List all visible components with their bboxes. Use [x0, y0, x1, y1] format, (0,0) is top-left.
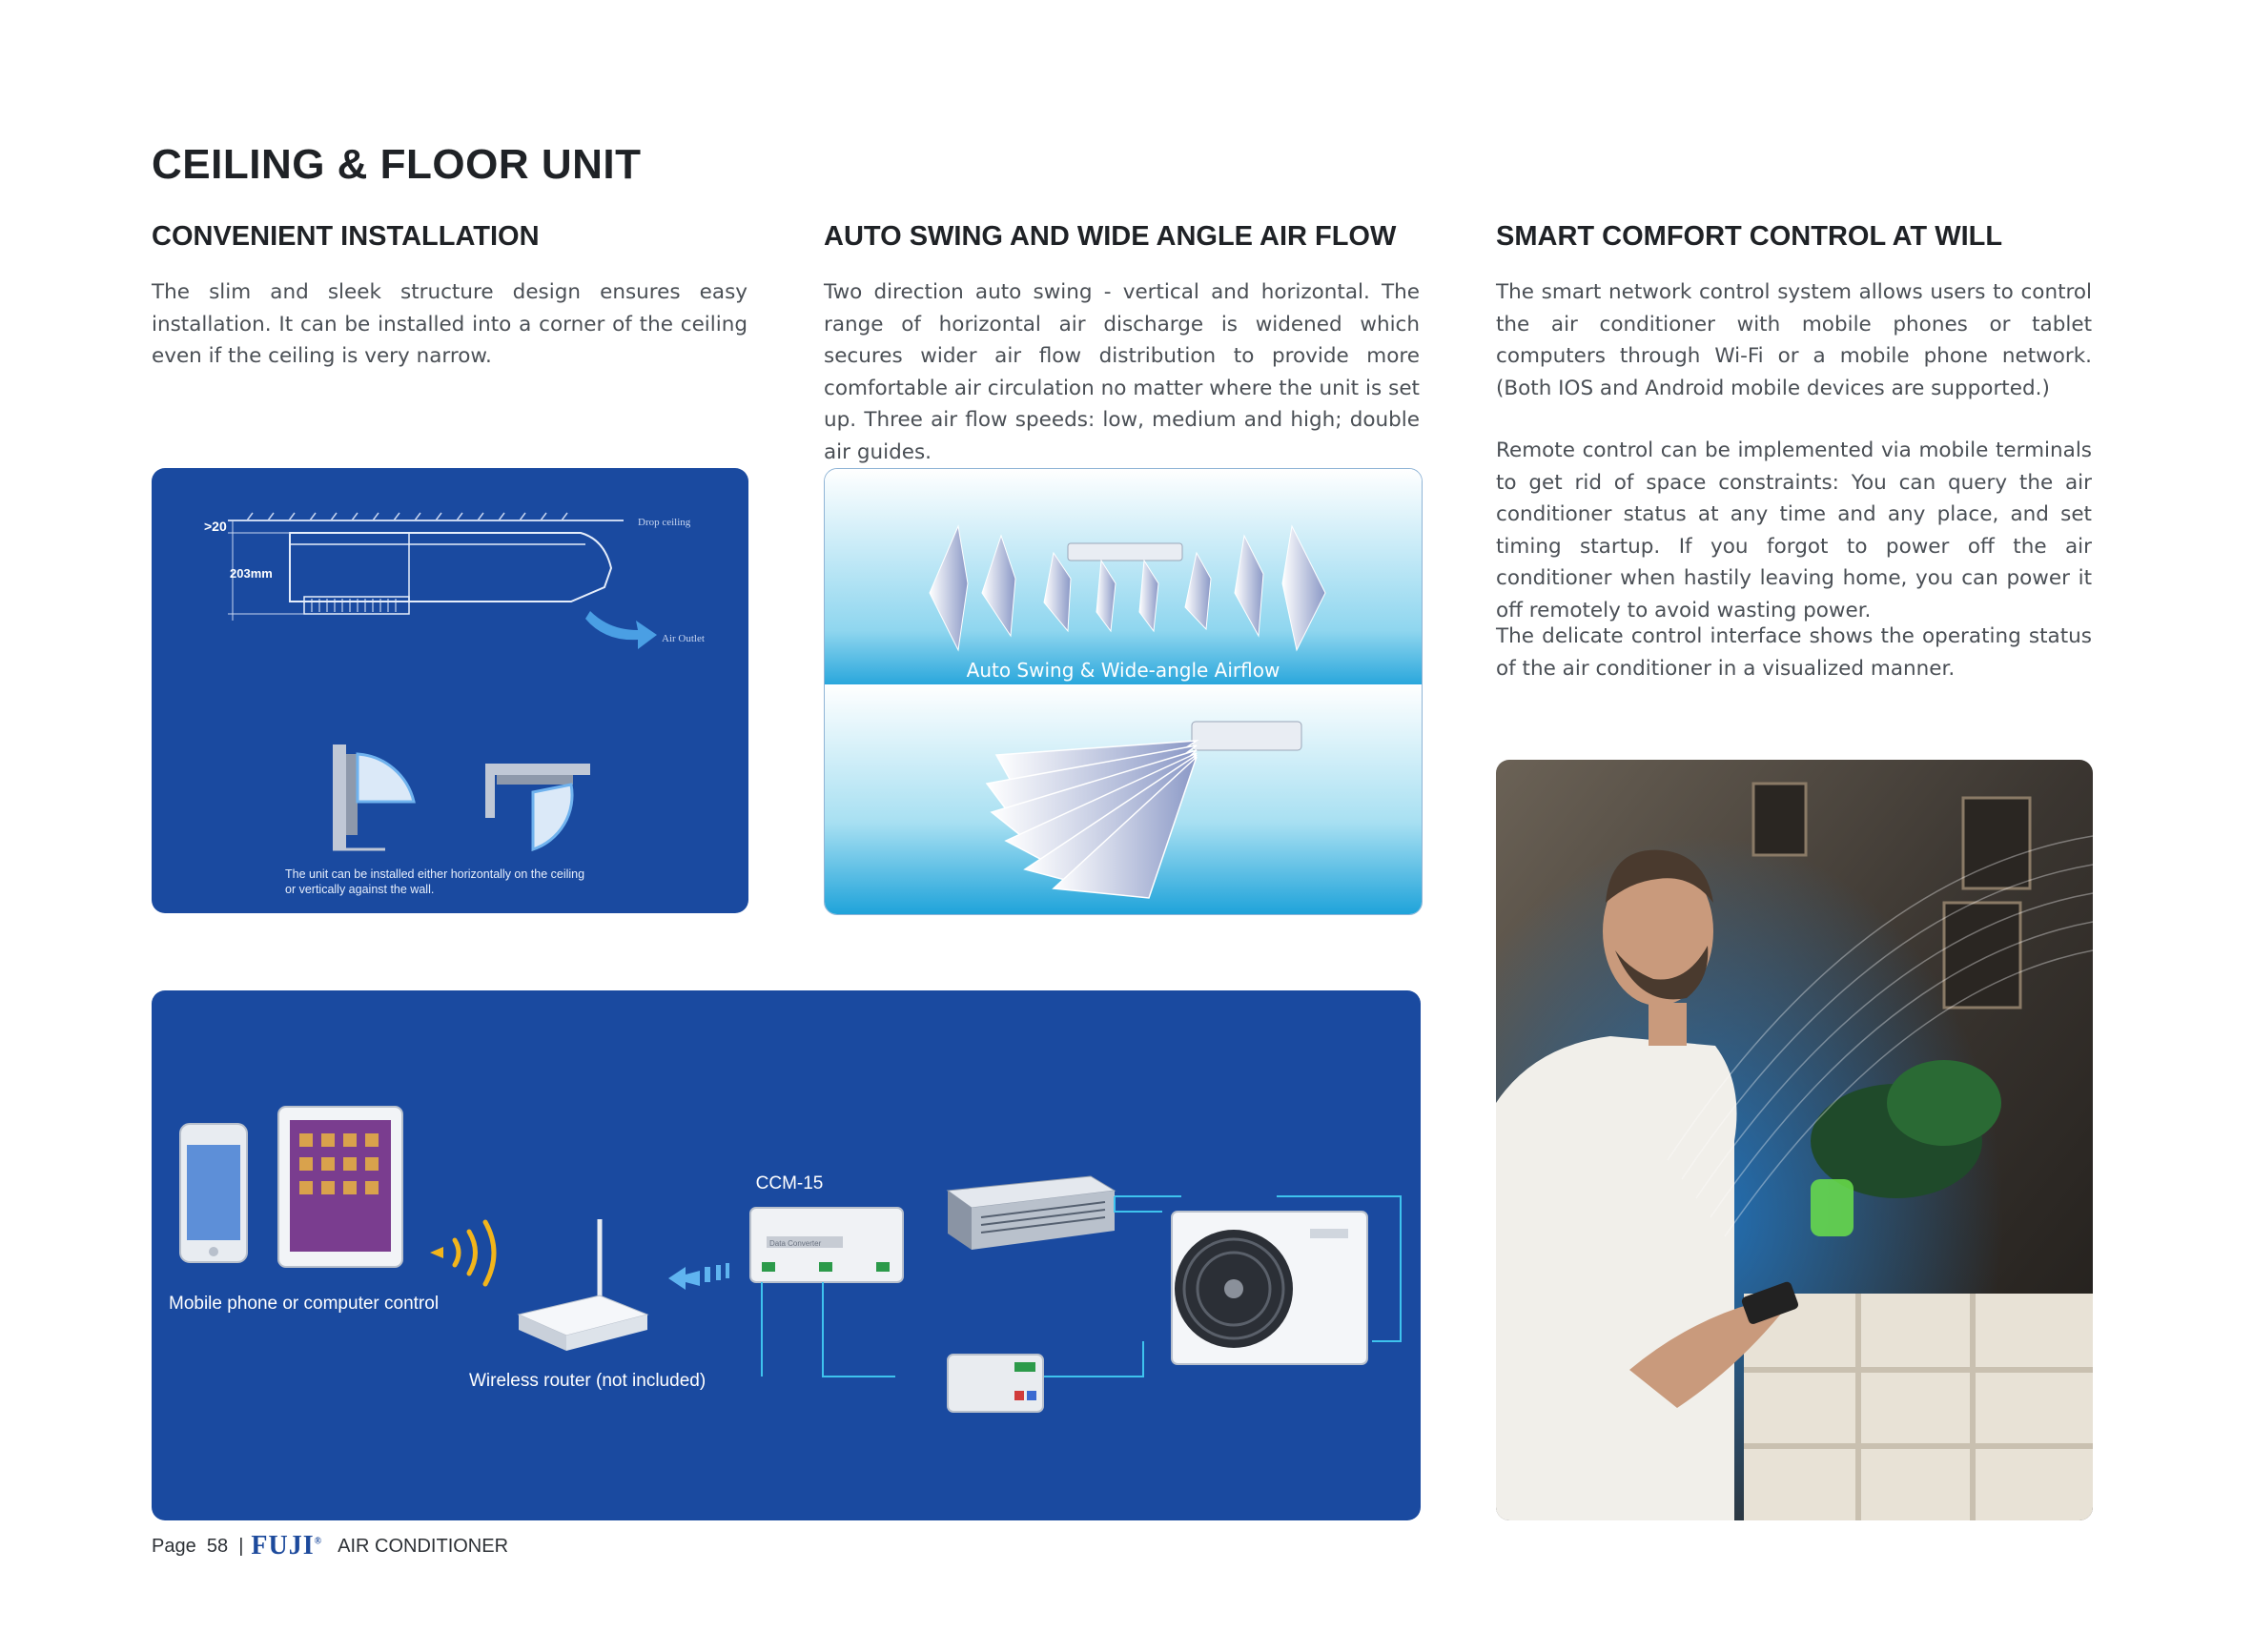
airflow-image — [824, 468, 1423, 915]
data-arrow-icon — [668, 1263, 729, 1290]
network-diagram — [152, 990, 1421, 1520]
control-module-icon — [948, 1355, 1043, 1412]
height-label: 203mm — [230, 566, 273, 581]
heading-convenient-installation: CONVENIENT INSTALLATION — [152, 221, 540, 252]
wifi-signal-icon — [430, 1222, 494, 1284]
mobile-control-label: Mobile phone or computer control — [169, 1294, 440, 1314]
fuji-logo: FUJI® — [251, 1531, 323, 1560]
airflow-caption: Auto Swing & Wide-angle Airflow — [966, 659, 1280, 682]
converter-label: CCM-15 — [755, 1173, 824, 1193]
page-prefix: Page — [152, 1535, 196, 1557]
smart-control-text-3: The delicate control interface shows the operating status of the air conditioner in a visualized manner. — [1496, 624, 2092, 681]
heading-smart-control: SMART COMFORT CONTROL AT WILL — [1496, 221, 2003, 252]
footer-category: AIR CONDITIONER — [338, 1535, 509, 1557]
page-title: CEILING & FLOOR UNIT — [152, 141, 642, 188]
page-number: 58 — [206, 1535, 229, 1557]
mobile-phone-icon — [180, 1124, 247, 1262]
installation-diagram — [152, 468, 748, 913]
tablet-icon — [278, 1107, 402, 1267]
install-caption-line2: or vertically against the wall. — [285, 883, 435, 896]
man-with-phone-photo — [1496, 760, 2093, 1520]
page-footer — [152, 1531, 508, 1561]
wireless-router-icon — [519, 1219, 647, 1351]
router-label: Wireless router (not included) — [469, 1371, 707, 1391]
data-converter-icon — [750, 1208, 903, 1282]
svg-text:Data Converter: Data Converter — [769, 1239, 822, 1248]
outdoor-unit-icon — [1172, 1212, 1367, 1364]
smart-control-text-2: Remote control can be implemented via mobile terminals to get rid of space constraints: You can query the air conditioner status at any time and any place, and set timing startup. If you forgot to power off the air conditioner when hastily leaving home, you can power it off remotely to avoid wasting power. — [1496, 438, 2092, 622]
drop-ceiling-label: Drop ceiling — [638, 517, 691, 528]
smart-control-text-1: The smart network control system allows users to control the air conditioner with mobile phones or tablet computers through Wi-Fi or a mobile phone network. (Both IOS and Android mobile devices are supported.) — [1496, 280, 2092, 400]
auto-swing-text: Two direction auto swing - vertical and horizontal. The range of horizontal air discharge is widened which secures wider air flow distribution to provide more comfortable air circulation no matter where the unit is set up. Three air flow speeds: low, medium and high; double air guides. — [824, 280, 1420, 464]
footer-separator: | — [238, 1535, 244, 1557]
air-outlet-label: Air Outlet — [662, 633, 705, 644]
install-caption-line1: The unit can be installed either horizontally on the ceiling — [285, 867, 585, 881]
installation-text: The slim and sleek structure design ensures easy installation. It can be installed into a corner of the ceiling even if the ceiling is very narrow. — [152, 280, 748, 368]
gap-label: >20 — [204, 519, 227, 534]
heading-auto-swing: AUTO SWING AND WIDE ANGLE AIR FLOW — [824, 221, 1397, 252]
ducted-indoor-unit-icon — [948, 1176, 1115, 1250]
